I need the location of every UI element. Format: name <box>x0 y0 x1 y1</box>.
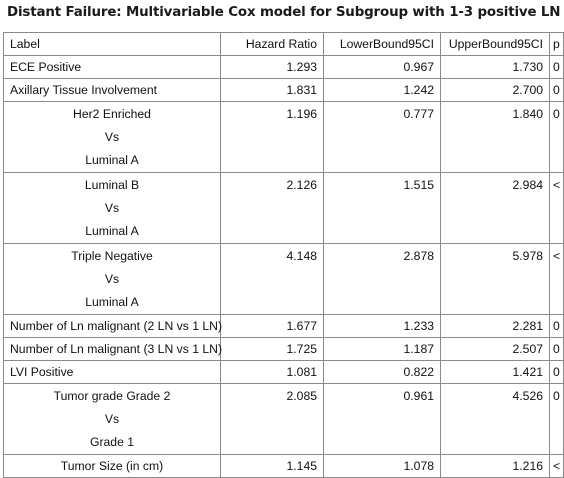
row-label: ECE Positive <box>4 56 221 79</box>
lower-bound-cell: 0.777 <box>324 102 441 173</box>
row-label-line: Grade 1 <box>89 435 135 449</box>
cox-model-table <box>3 32 564 478</box>
page-title: Distant Failure: Multivariable Cox model for Subgroup with 1-3 positive LN <box>7 5 561 20</box>
row-label-line: Vs <box>104 272 120 286</box>
row-label-line: Luminal A <box>85 224 139 238</box>
table-row <box>4 338 564 361</box>
p-value-cell: 0 <box>550 56 564 79</box>
table-row <box>4 56 564 79</box>
hazard-ratio-cell: 1.196 <box>221 102 324 173</box>
results-table-frame <box>3 32 563 473</box>
upper-bound-cell: 4.526 <box>441 384 550 455</box>
upper-bound-cell: 1.216 <box>441 455 550 478</box>
row-label <box>4 384 221 455</box>
lower-bound-cell: 1.078 <box>324 455 441 478</box>
header-upper-bound: UpperBound95CI <box>441 33 550 56</box>
p-value-cell: 0 <box>550 79 564 102</box>
lower-bound-cell: 1.515 <box>324 173 441 244</box>
upper-bound-cell: 1.421 <box>441 361 550 384</box>
row-label <box>4 173 221 244</box>
row-label <box>4 244 221 315</box>
upper-bound-cell: 2.507 <box>441 338 550 361</box>
header-p-value: p <box>550 33 564 56</box>
table-row <box>4 455 564 478</box>
row-label: LVI Positive <box>4 361 221 384</box>
row-label <box>4 102 221 173</box>
row-label-line: Vs <box>104 130 120 144</box>
p-value-cell: 0 <box>550 361 564 384</box>
row-label: Tumor Size (in cm) <box>4 455 221 478</box>
hazard-ratio-cell: 1.831 <box>221 79 324 102</box>
p-value-cell: < <box>550 173 564 244</box>
upper-bound-cell: 2.984 <box>441 173 550 244</box>
lower-bound-cell: 1.242 <box>324 79 441 102</box>
lower-bound-cell: 2.878 <box>324 244 441 315</box>
table-row <box>4 79 564 102</box>
upper-bound-cell: 2.700 <box>441 79 550 102</box>
upper-bound-cell: 2.281 <box>441 315 550 338</box>
table-row <box>4 173 564 244</box>
lower-bound-cell: 0.961 <box>324 384 441 455</box>
upper-bound-cell: 5.978 <box>441 244 550 315</box>
lower-bound-cell: 0.822 <box>324 361 441 384</box>
table-row <box>4 102 564 173</box>
row-label-line: Triple Negative <box>71 249 153 263</box>
table-row <box>4 361 564 384</box>
row-label-line: Her2 Enriched <box>73 107 151 121</box>
upper-bound-cell: 1.840 <box>441 102 550 173</box>
p-value-cell: < <box>550 244 564 315</box>
table-row <box>4 315 564 338</box>
p-value-cell: < <box>550 455 564 478</box>
row-label: Number of Ln malignant (2 LN vs 1 LN) <box>4 315 221 338</box>
hazard-ratio-cell: 2.126 <box>221 173 324 244</box>
p-value-cell: 0 <box>550 102 564 173</box>
row-label-line: Luminal B <box>84 178 140 192</box>
p-value-cell: 0 <box>550 384 564 455</box>
hazard-ratio-cell: 1.081 <box>221 361 324 384</box>
lower-bound-cell: 1.233 <box>324 315 441 338</box>
p-value-cell: 0 <box>550 338 564 361</box>
row-label-line: Luminal A <box>85 295 139 309</box>
row-label: Axillary Tissue Involvement <box>4 79 221 102</box>
row-label-line: Tumor grade Grade 2 <box>53 389 171 403</box>
lower-bound-cell: 0.967 <box>324 56 441 79</box>
hazard-ratio-cell: 1.145 <box>221 455 324 478</box>
hazard-ratio-cell: 1.677 <box>221 315 324 338</box>
table-row <box>4 244 564 315</box>
row-label-line: Vs <box>104 412 120 426</box>
p-value-cell: 0 <box>550 315 564 338</box>
table-header-row <box>4 33 564 56</box>
header-label: Label <box>4 33 221 56</box>
hazard-ratio-cell: 1.725 <box>221 338 324 361</box>
lower-bound-cell: 1.187 <box>324 338 441 361</box>
row-label: Number of Ln malignant (3 LN vs 1 LN) <box>4 338 221 361</box>
header-hazard-ratio: Hazard Ratio <box>221 33 324 56</box>
hazard-ratio-cell: 1.293 <box>221 56 324 79</box>
hazard-ratio-cell: 4.148 <box>221 244 324 315</box>
row-label-line: Luminal A <box>85 153 139 167</box>
table-row <box>4 384 564 455</box>
hazard-ratio-cell: 2.085 <box>221 384 324 455</box>
header-lower-bound: LowerBound95CI <box>324 33 441 56</box>
row-label-line: Vs <box>104 201 120 215</box>
upper-bound-cell: 1.730 <box>441 56 550 79</box>
